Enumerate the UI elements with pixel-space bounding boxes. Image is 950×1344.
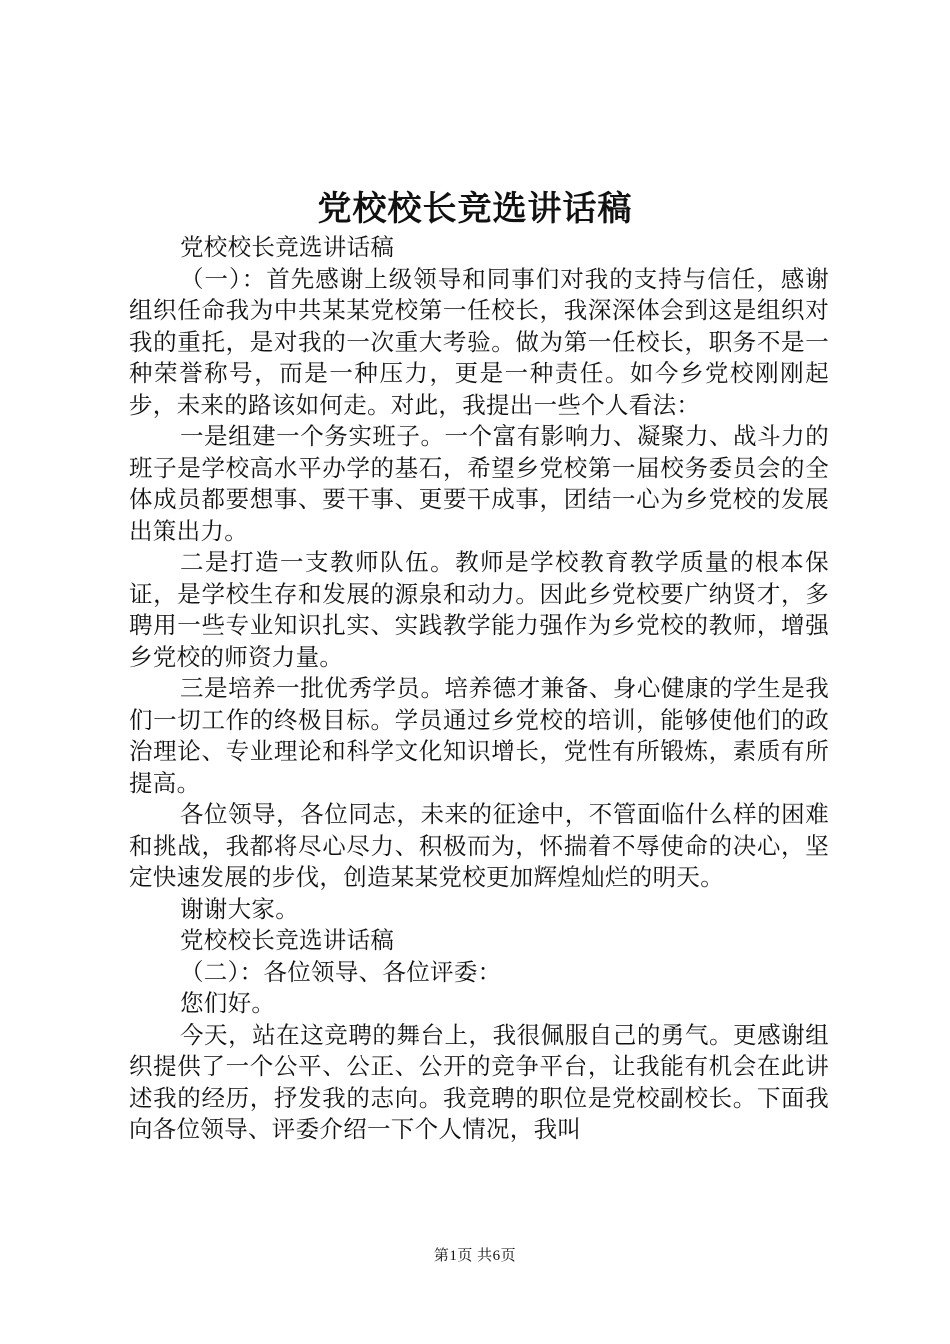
document-body: [129, 232, 829, 1146]
paragraph: 谢谢大家。: [180, 894, 299, 923]
paragraph: （一）：首先感谢上级领导和同事们对我的支持与信任，感谢组织任命我为中共某某党校第一任校长，我深深体会到这是组织对我的重托，是对我的一次重大考验。做为第一任校长，职务不是一种荣誉称号，而是一种压力，更是一种责任。如今乡党校刚刚起步，未来的路该如何走。对此，我提出一些个人看法：: [129, 264, 829, 419]
paragraph: 一是组建一个务实班子。一个富有影响力、凝聚力、战斗力的班子是学校高水平办学的基石，希望乡党校第一届校务委员会的全体成员都要想事、要干事、更要干成事，团结一心为乡党校的发展出策出力。: [129, 422, 829, 545]
document-title: 党校校长竞选讲话稿: [317, 189, 633, 229]
paragraph: 您们好。: [180, 989, 276, 1017]
page-footer: 第1页 共6页: [433, 1248, 517, 1264]
paragraph: 各位领导，各位同志，未来的征途中，不管面临什么样的困难和挑战，我都将尽心尽力、积极而为，怀揣着不辱使命的决心，坚定快速发展的步伐，创造某某党校更加辉煌灿烂的明天。: [129, 800, 829, 891]
paragraph: 三是培养一批优秀学员。培养德才兼备、身心健康的学生是我们一切工作的终极目标。学员通过乡党校的培训，能够使他们的政治理论、专业理论和科学文化知识增长，党性有所锻炼，素质有所提高。: [129, 674, 829, 797]
paragraph: 党校校长竞选讲话稿: [180, 233, 395, 261]
paragraph: 今天，站在这竞聘的舞台上，我很佩服自己的勇气。更感谢组织提供了一个公平、公正、公开的竞争平台，让我能有机会在此讲述我的经历，抒发我的志向。我竞聘的职位是党校副校长。下面我向各位领导、评委介绍一下个人情况，我叫: [129, 1020, 829, 1143]
paragraph: 二是打造一支教师队伍。教师是学校教育教学质量的根本保证，是学校生存和发展的源泉和动力。因此乡党校要广纳贤才，多聘用一些专业知识扎实、实践教学能力强作为乡党校的教师，增强乡党校的师资力量。: [129, 548, 829, 671]
paragraph: 党校校长竞选讲话稿: [180, 926, 395, 954]
paragraph: （二）：各位领导、各位评委：: [180, 957, 502, 986]
